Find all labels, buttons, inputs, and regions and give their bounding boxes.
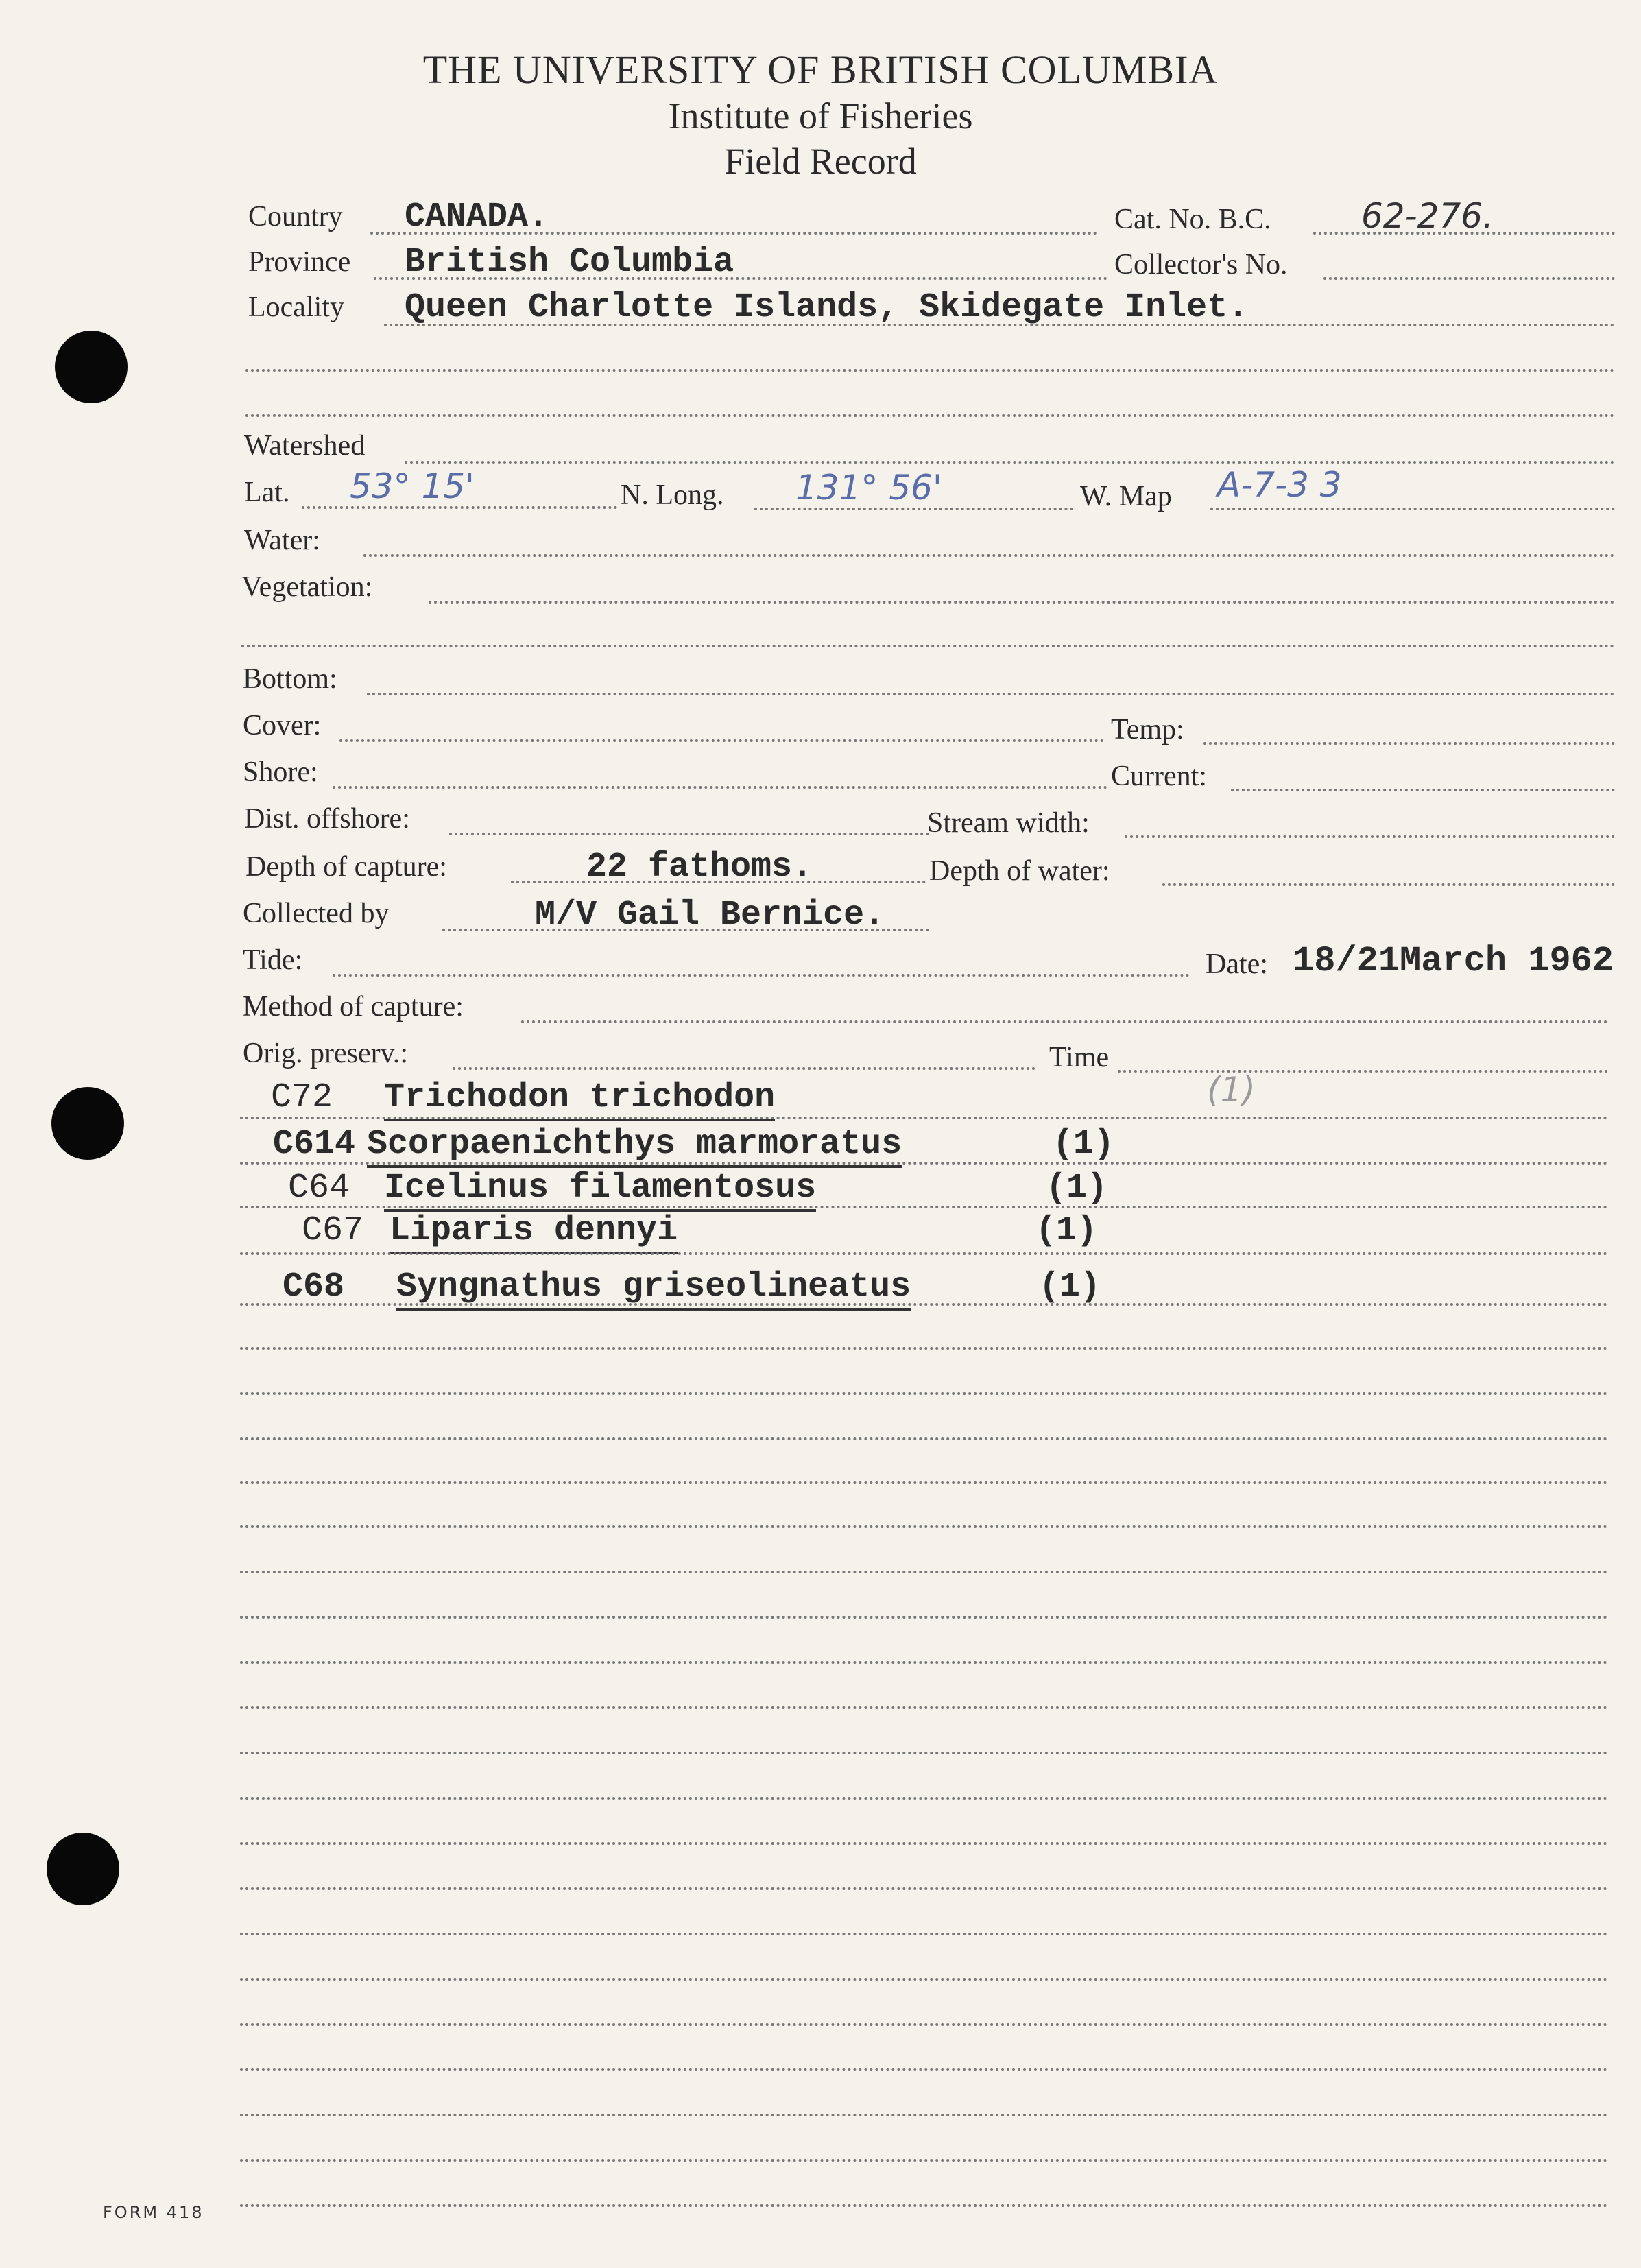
field-line bbox=[240, 1206, 1608, 1208]
specimen-count: (1) bbox=[1053, 1125, 1115, 1164]
field-line bbox=[453, 1067, 1035, 1070]
vegetation-label: Vegetation: bbox=[241, 571, 373, 603]
field-line bbox=[240, 1392, 1608, 1395]
field-line bbox=[339, 739, 1104, 742]
specimen-code: C614 bbox=[273, 1125, 356, 1164]
field-line bbox=[240, 1437, 1608, 1440]
depth-capture-label: Depth of capture: bbox=[245, 851, 447, 883]
field-line bbox=[240, 1752, 1608, 1754]
field-line bbox=[754, 508, 1073, 510]
punch-hole bbox=[55, 331, 128, 403]
stream-width-label: Stream width: bbox=[927, 807, 1090, 839]
time-label: Time bbox=[1049, 1042, 1110, 1073]
orig-preserv-label: Orig. preserv.: bbox=[243, 1038, 409, 1069]
water-label: Water: bbox=[244, 525, 320, 556]
field-line bbox=[240, 1525, 1608, 1528]
specimen-count: (1) bbox=[1035, 1211, 1098, 1250]
w-map-label: W. Map bbox=[1080, 481, 1172, 512]
temp-label: Temp: bbox=[1111, 714, 1184, 745]
specimen-code: C64 bbox=[288, 1169, 350, 1208]
depth-water-label: Depth of water: bbox=[929, 855, 1110, 887]
map-value: A-7-3 3 bbox=[1217, 465, 1342, 505]
field-line bbox=[240, 1797, 1608, 1800]
collected-by-label: Collected by bbox=[243, 898, 390, 929]
field-line bbox=[240, 1347, 1608, 1350]
country-value: CANADA. bbox=[405, 198, 549, 237]
field-line bbox=[1125, 835, 1615, 838]
field-line bbox=[363, 554, 1615, 557]
depth-capture-value: 22 fathoms. bbox=[586, 848, 813, 887]
bottom-label: Bottom: bbox=[243, 663, 337, 695]
field-line bbox=[240, 1842, 1608, 1845]
form-number: FORM 418 bbox=[103, 2203, 204, 2222]
field-line bbox=[240, 2159, 1608, 2162]
n-long-label: N. Long. bbox=[621, 479, 724, 511]
stray-count-mark: (1) bbox=[1207, 1070, 1256, 1110]
field-line bbox=[240, 1252, 1608, 1255]
field-line bbox=[429, 601, 1615, 604]
field-line bbox=[240, 2023, 1608, 2026]
field-line bbox=[240, 2114, 1608, 2116]
date-value: 18/21March 1962 bbox=[1293, 941, 1614, 981]
dist-offshore-label: Dist. offshore: bbox=[244, 803, 410, 835]
field-line bbox=[1323, 277, 1615, 280]
specimen-count: (1) bbox=[1039, 1267, 1101, 1306]
specimen-name: Trichodon trichodon bbox=[384, 1078, 775, 1121]
date-label: Date: bbox=[1206, 948, 1268, 980]
watershed-label: Watershed bbox=[244, 430, 366, 462]
field-line bbox=[1118, 1070, 1608, 1073]
cat-no-value: 62-276. bbox=[1361, 196, 1494, 236]
collectors-no-label: Collector's No. bbox=[1114, 249, 1288, 280]
specimen-code: C67 bbox=[302, 1211, 364, 1250]
field-line bbox=[367, 693, 1615, 695]
field-line bbox=[240, 1481, 1608, 1484]
field-line bbox=[240, 1887, 1608, 1890]
field-line bbox=[241, 645, 1615, 647]
field-line bbox=[1203, 742, 1615, 745]
field-line bbox=[405, 461, 1615, 464]
cat-no-label: Cat. No. B.C. bbox=[1114, 204, 1271, 235]
specimen-name: Icelinus filamentosus bbox=[384, 1169, 816, 1212]
field-line bbox=[302, 506, 617, 509]
field-line bbox=[1231, 789, 1615, 791]
country-label: Country bbox=[248, 201, 343, 232]
field-line bbox=[245, 414, 1615, 417]
field-line bbox=[240, 2068, 1608, 2071]
specimen-count: (1) bbox=[1046, 1169, 1108, 1208]
province-label: Province bbox=[248, 246, 351, 278]
field-line bbox=[240, 1571, 1608, 1573]
university-title: THE UNIVERSITY OF BRITISH COLUMBIA bbox=[422, 47, 1219, 92]
lat-label: Lat. bbox=[244, 477, 290, 508]
record-title: Field Record bbox=[724, 141, 917, 182]
collected-by-value: M/V Gail Bernice. bbox=[535, 896, 885, 935]
method-label: Method of capture: bbox=[243, 991, 464, 1023]
field-line bbox=[240, 1933, 1608, 1935]
specimen-code: C72 bbox=[271, 1078, 333, 1117]
cover-label: Cover: bbox=[243, 710, 322, 741]
field-line bbox=[1210, 508, 1615, 510]
field-line bbox=[1162, 883, 1615, 886]
field-line bbox=[240, 1706, 1608, 1709]
locality-value: Queen Charlotte Islands, Skidegate Inlet. bbox=[405, 288, 1249, 327]
punch-hole bbox=[47, 1833, 119, 1905]
field-line bbox=[240, 2204, 1608, 2207]
field-line bbox=[240, 1162, 1608, 1165]
field-line bbox=[240, 1303, 1608, 1306]
field-line bbox=[333, 786, 1107, 789]
field-line bbox=[333, 974, 1190, 977]
shore-label: Shore: bbox=[243, 756, 318, 788]
current-label: Current: bbox=[1111, 761, 1207, 792]
specimen-name: Liparis dennyi bbox=[390, 1211, 678, 1254]
field-line bbox=[240, 1661, 1608, 1664]
field-line bbox=[240, 1117, 1608, 1119]
tide-label: Tide: bbox=[243, 944, 303, 976]
long-value: 131° 56' bbox=[795, 468, 942, 508]
field-line bbox=[449, 833, 929, 835]
specimen-name: Syngnathus griseolineatus bbox=[396, 1267, 911, 1311]
field-line bbox=[240, 1978, 1608, 1981]
field-line bbox=[521, 1020, 1608, 1023]
field-line bbox=[240, 1616, 1608, 1619]
specimen-code: C68 bbox=[283, 1267, 345, 1306]
institute-title: Institute of Fisheries bbox=[668, 95, 973, 136]
specimen-name: Scorpaenichthys marmoratus bbox=[367, 1125, 902, 1168]
lat-value: 53° 15' bbox=[350, 466, 475, 506]
locality-label: Locality bbox=[248, 291, 344, 323]
field-line bbox=[245, 369, 1615, 372]
punch-hole bbox=[51, 1087, 124, 1160]
province-value: British Columbia bbox=[405, 243, 734, 282]
